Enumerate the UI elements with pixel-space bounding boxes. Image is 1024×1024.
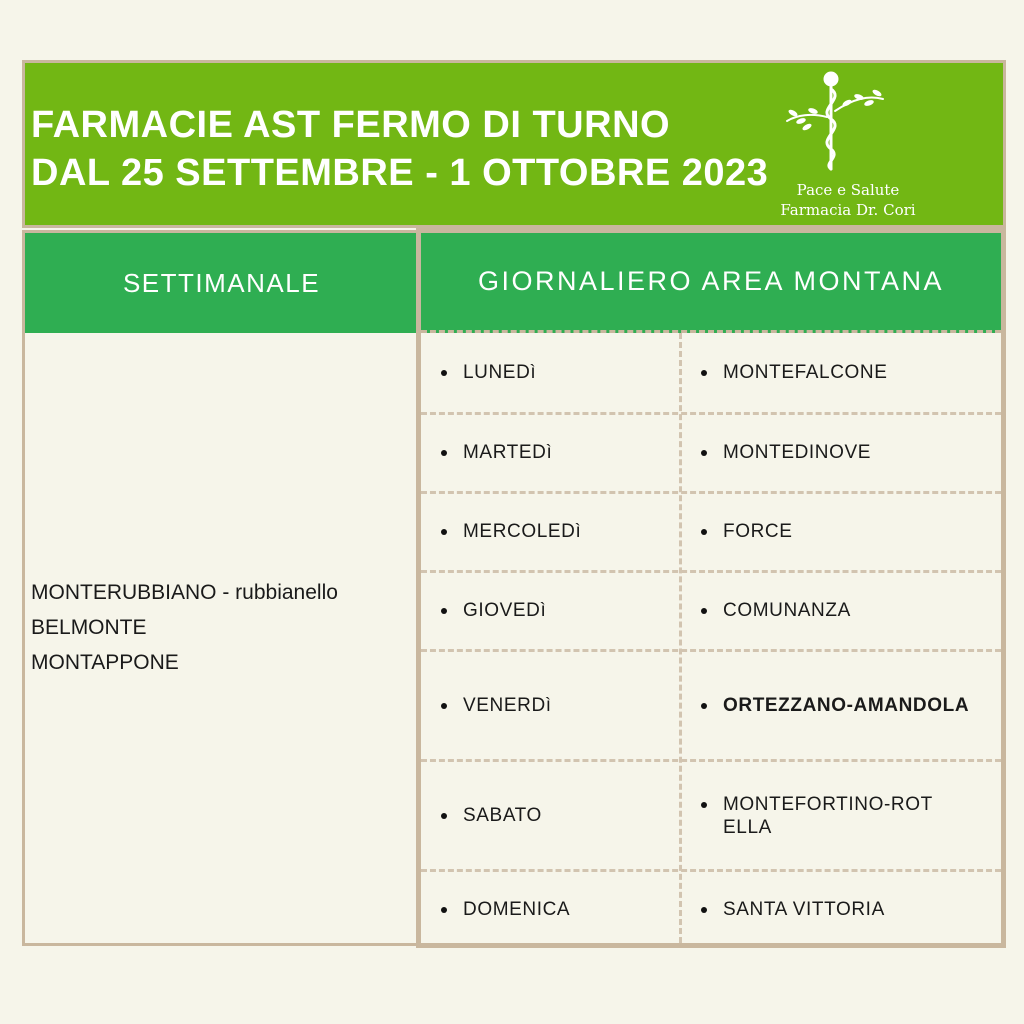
weekly-heading: SETTIMANALE [25, 233, 418, 333]
table-row [421, 491, 1001, 570]
town-label: ORTEZZANO-AMANDOLA [723, 694, 970, 716]
day-label: LUNEDì [463, 361, 537, 383]
day-label: DOMENICA [463, 899, 571, 920]
weekly-line-1: MONTERUBBIANO - rubbianello [31, 581, 338, 604]
town-label: MONTEDINOVE [723, 442, 872, 463]
daily-table [421, 333, 1001, 943]
town-label: FORCE [723, 521, 793, 542]
day-label: SABATO [463, 804, 542, 826]
table-row [421, 869, 1001, 948]
town-label: MONTEFORTINO-ROTELLA [723, 793, 933, 838]
bullet-icon [441, 813, 447, 819]
table-row [421, 759, 1001, 869]
town-label: COMUNANZA [723, 600, 851, 621]
bullet-icon [701, 703, 707, 709]
town-label: SANTA VITTORIA [723, 899, 885, 920]
bullet-icon [441, 907, 447, 913]
bullet-icon [701, 907, 707, 913]
page-title [31, 101, 768, 197]
daily-heading: GIORNALIERO AREA MONTANA [421, 233, 1001, 333]
day-label: MARTEDì [463, 442, 553, 463]
table-row [421, 570, 1001, 649]
table-row [421, 412, 1001, 491]
bullet-icon [701, 370, 707, 376]
town-label: MONTEFALCONE [723, 361, 888, 383]
bullet-icon [701, 802, 707, 808]
logo-line-1: Pace e Salute [796, 181, 900, 199]
table-row [421, 333, 1001, 412]
bullet-icon [441, 529, 447, 535]
bullet-icon [701, 450, 707, 456]
logo-line-2: Farmacia Dr. Cori [780, 201, 916, 219]
title-line-1: FARMACIE AST FERMO DI TURNO [31, 104, 671, 146]
caduceus-olive-branch-icon [773, 69, 923, 179]
bullet-icon [441, 450, 447, 456]
bullet-icon [441, 703, 447, 709]
bullet-icon [441, 608, 447, 614]
weekly-line-3: MONTAPPONE [31, 651, 179, 674]
bullet-icon [441, 370, 447, 376]
weekly-column [22, 230, 418, 946]
day-label: GIOVEDì [463, 600, 547, 621]
pharmacy-logo [773, 69, 923, 225]
title-line-2: DAL 25 SETTEMBRE - 1 OTTOBRE 2023 [31, 152, 769, 194]
weekly-list [31, 575, 338, 680]
bullet-icon [701, 608, 707, 614]
table-row [421, 649, 1001, 759]
day-label: MERCOLEDì [463, 521, 582, 542]
bullet-icon [701, 529, 707, 535]
weekly-line-2: BELMONTE [31, 616, 147, 639]
day-label: VENERDì [463, 694, 552, 716]
daily-column [416, 228, 1006, 948]
header-banner [22, 60, 1006, 228]
